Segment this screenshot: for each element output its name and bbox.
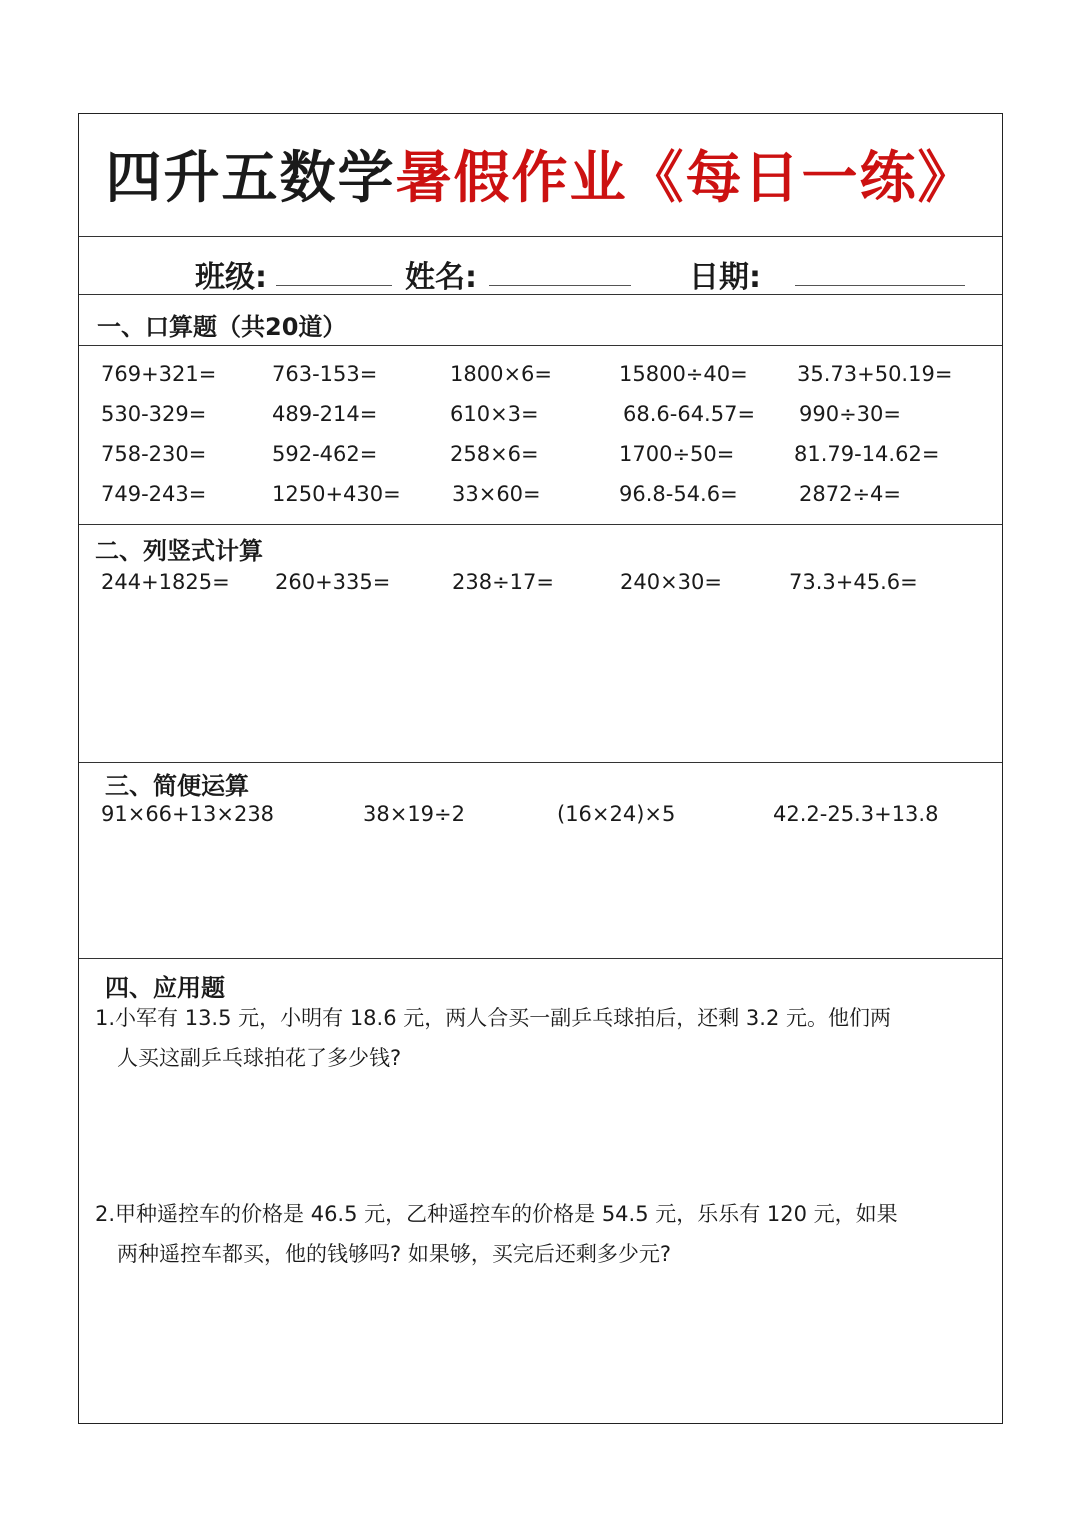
calc-item: 1800×6=	[450, 362, 552, 386]
calc-item: 749-243=	[101, 482, 207, 506]
section1-heading: 一、口算题（共20道）	[97, 313, 347, 341]
word-problem-1-line1: 1.小军有 13.5 元，小明有 18.6 元，两人合买一副乒乓球拍后，还剩 3.2 元。他们两	[95, 1006, 891, 1030]
calc-item: 990÷30=	[799, 402, 901, 426]
simplify-item: 38×19÷2	[363, 802, 465, 826]
page-title	[79, 134, 1002, 214]
calc-item: 530-329=	[101, 402, 207, 426]
word-problem-2	[95, 1194, 898, 1274]
divider	[79, 236, 1002, 237]
calc-item: 489-214=	[272, 402, 378, 426]
divider	[79, 294, 1002, 295]
calc-item: 35.73+50.19=	[797, 362, 953, 386]
calc-item: 96.8-54.6=	[619, 482, 738, 506]
word-problem-1	[95, 998, 891, 1078]
calc-item: 769+321=	[101, 362, 217, 386]
calc-item: 258×6=	[450, 442, 539, 466]
word-problem-2-line2: 两种遥控车都买，他的钱够吗? 如果够，买完后还剩多少元?	[117, 1242, 671, 1266]
name-blank	[489, 285, 631, 286]
worksheet	[78, 113, 1003, 1424]
calc-item: 2872÷4=	[799, 482, 901, 506]
vertical-calc-item: 73.3+45.6=	[789, 570, 918, 594]
simplify-item: (16×24)×5	[557, 802, 676, 826]
class-label: 班级:	[195, 260, 267, 295]
vertical-calc-item: 238÷17=	[452, 570, 554, 594]
vertical-calc-item: 244+1825=	[101, 570, 230, 594]
class-blank	[276, 285, 392, 286]
calc-item: 68.6-64.57=	[623, 402, 756, 426]
vertical-calc-item: 260+335=	[275, 570, 391, 594]
calc-item: 33×60=	[452, 482, 541, 506]
divider	[79, 762, 1002, 763]
calc-item: 81.79-14.62=	[794, 442, 940, 466]
calc-item: 592-462=	[272, 442, 378, 466]
calc-item: 1700÷50=	[619, 442, 735, 466]
calc-item: 610×3=	[450, 402, 539, 426]
calc-item: 15800÷40=	[619, 362, 748, 386]
section4-heading: 四、应用题	[105, 974, 225, 1002]
section2-heading: 二、列竖式计算	[95, 537, 263, 565]
simplify-item: 42.2-25.3+13.8	[773, 802, 939, 826]
calc-item: 763-153=	[272, 362, 378, 386]
divider	[79, 524, 1002, 525]
vertical-calc-item: 240×30=	[620, 570, 722, 594]
calc-item: 758-230=	[101, 442, 207, 466]
title-red: 暑假作业《每日一练》	[395, 146, 976, 211]
divider	[79, 345, 1002, 346]
name-label: 姓名:	[405, 260, 477, 295]
section3-heading: 三、简便运算	[105, 772, 249, 800]
word-problem-2-line1: 2.甲种遥控车的价格是 46.5 元，乙种遥控车的价格是 54.5 元，乐乐有 120 元，如果	[95, 1202, 898, 1226]
date-blank	[795, 285, 965, 286]
simplify-item: 91×66+13×238	[101, 802, 275, 826]
calc-item: 1250+430=	[272, 482, 401, 506]
divider	[79, 958, 1002, 959]
title-black: 四升五数学	[105, 146, 396, 211]
date-label: 日期:	[689, 260, 761, 295]
word-problem-1-line2: 人买这副乒乓球拍花了多少钱?	[117, 1046, 402, 1070]
